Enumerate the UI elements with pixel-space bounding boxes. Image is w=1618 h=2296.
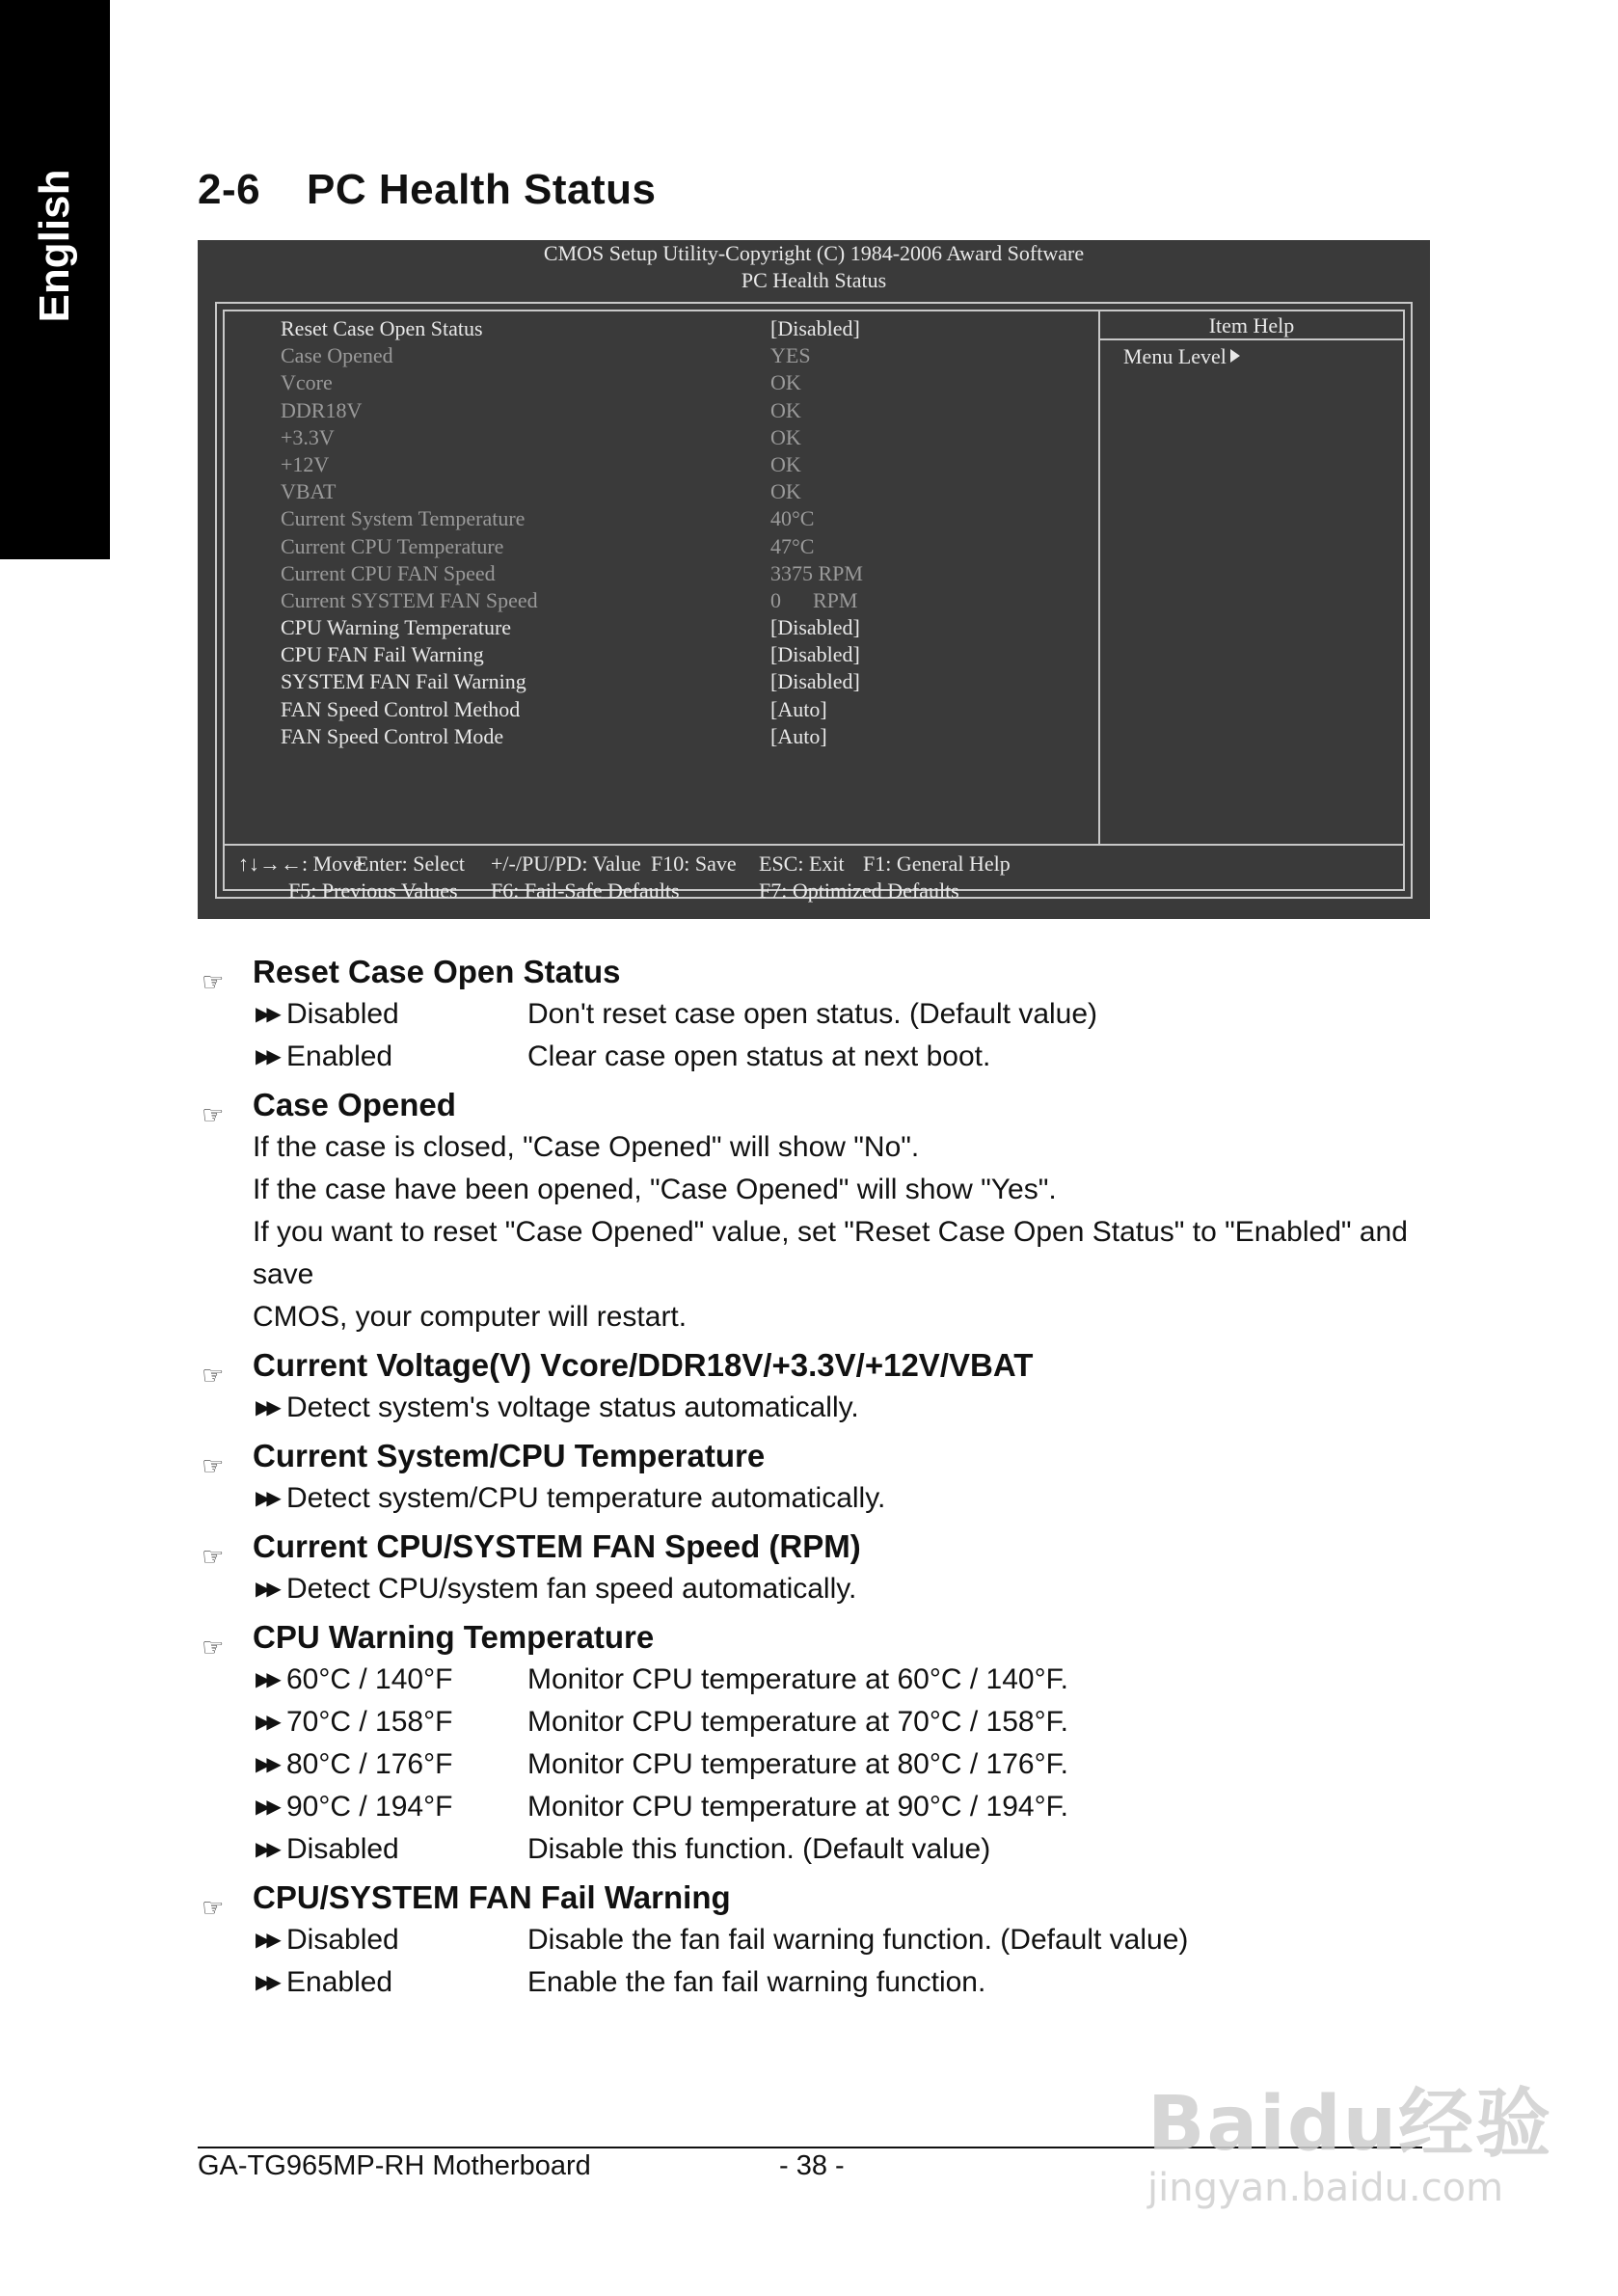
bios-setting-label: Vcore [281, 370, 333, 395]
option-heading-text: CPU/SYSTEM FAN Fail Warning [253, 1879, 731, 1915]
option-description: Clear case open status at next boot. [527, 1040, 991, 1072]
bios-setting-value: [Auto] [770, 696, 827, 721]
option-heading-text: CPU Warning Temperature [253, 1619, 655, 1655]
bios-setting-label: Current CPU FAN Speed [281, 560, 496, 585]
option-heading [198, 1877, 1442, 1922]
option-description: Monitor CPU temperature at 60°C / 140°F. [527, 1663, 1068, 1695]
option-description: Monitor CPU temperature at 90°C / 194°F. [527, 1791, 1068, 1823]
option-item [198, 993, 1442, 1036]
bios-setting-label: +3.3V [281, 424, 335, 449]
double-arrow-icon: ▶▶ [256, 1669, 278, 1690]
option-value: Detect system/CPU temperature automatically. [286, 1482, 886, 1514]
language-tab [0, 0, 110, 559]
section-number: 2-6 [198, 166, 261, 213]
description-body [198, 945, 1442, 2004]
double-arrow-icon: ▶▶ [256, 1004, 278, 1025]
option-description: Monitor CPU temperature at 80°C / 176°F. [527, 1748, 1068, 1780]
key-failsafe: F6: Fail-Safe Defaults [491, 878, 680, 903]
option-heading [198, 1616, 1442, 1659]
option-item [198, 1743, 1442, 1786]
bios-setting-label: CPU FAN Fail Warning [281, 642, 484, 667]
double-arrow-icon: ▶▶ [256, 1972, 278, 1993]
bios-screenshot [198, 240, 1430, 919]
bios-setting-row [225, 397, 1098, 424]
option-item [198, 1659, 1442, 1701]
option-value: Detect CPU/system fan speed automatically. [286, 1573, 857, 1605]
bios-setting-row[interactable] [225, 696, 1098, 723]
triangle-right-icon [1230, 349, 1240, 363]
bios-vertical-divider [1098, 311, 1100, 844]
bios-setting-value: OK [770, 424, 801, 449]
language-tab-label: English [31, 169, 78, 323]
option-value: Disabled [286, 1924, 399, 1956]
bios-setting-label: Case Opened [281, 343, 393, 368]
option-description: Disable the fan fail warning function. (Default value) [527, 1924, 1189, 1956]
option-value: Detect system's voltage status automatically. [286, 1391, 859, 1423]
bios-setting-row [225, 533, 1098, 560]
double-arrow-icon: ▶▶ [256, 1397, 278, 1418]
bios-setting-label: Reset Case Open Status [281, 316, 483, 340]
option-heading-text: Current System/CPU Temperature [253, 1438, 766, 1473]
bios-setting-row[interactable] [225, 723, 1098, 750]
double-arrow-icon: ▶▶ [256, 1796, 278, 1818]
bios-copyright: CMOS Setup Utility-Copyright (C) 1984-2006 Award Software [543, 241, 1085, 265]
key-enter: Enter: Select [356, 851, 466, 876]
option-heading-text: Case Opened [253, 1087, 456, 1122]
option-heading [198, 1435, 1442, 1480]
bios-setting-row [225, 478, 1098, 505]
bios-setting-value: OK [770, 370, 801, 395]
pointing-hand-icon: ☞ [202, 967, 225, 996]
double-arrow-icon: ▶▶ [256, 1930, 278, 1951]
bios-setting-value: OK [770, 451, 801, 476]
option-value: 70°C / 158°F [286, 1706, 453, 1738]
section-title-text: PC Health Status [307, 166, 657, 213]
option-heading [198, 951, 1442, 996]
watermark [1147, 2064, 1552, 2210]
double-arrow-icon: ▶▶ [256, 1839, 278, 1860]
bios-setting-value: [Disabled] [770, 642, 860, 667]
key-previous: F5: Previous Values [288, 878, 458, 903]
option-heading [198, 1084, 1442, 1129]
double-arrow-icon: ▶▶ [256, 1579, 278, 1600]
bios-setting-value: [Auto] [770, 723, 827, 748]
bios-setting-row[interactable] [225, 668, 1098, 695]
key-help: F1: General Help [863, 851, 1011, 876]
menu-level-label: Menu Level [1123, 344, 1227, 368]
option-value: 80°C / 176°F [286, 1748, 453, 1780]
bios-header [198, 240, 1430, 294]
bios-setting-value: [Disabled] [770, 316, 860, 340]
bios-setting-value: OK [770, 397, 801, 422]
description-paragraph: If the case is closed, "Case Opened" will show "No". [253, 1131, 920, 1163]
watermark-logo: Baidu经验 [1147, 2081, 1553, 2168]
bios-settings-list [225, 315, 1098, 750]
bios-setting-label: FAN Speed Control Method [281, 696, 521, 721]
bios-setting-row [225, 342, 1098, 369]
pointing-hand-icon: ☞ [202, 1893, 225, 1922]
bios-setting-value: YES [770, 343, 811, 368]
description-paragraph: CMOS, your computer will restart. [253, 1301, 688, 1333]
bios-setting-row [225, 505, 1098, 532]
section-title [198, 166, 657, 214]
option-heading-text: Current Voltage(V) Vcore/DDR18V/+3.3V/+12V/VBAT [253, 1347, 1034, 1383]
bios-setting-row [225, 369, 1098, 396]
bios-setting-label: FAN Speed Control Mode [281, 723, 504, 748]
bios-setting-label: CPU Warning Temperature [281, 615, 512, 640]
bios-setting-value: OK [770, 479, 801, 504]
double-arrow-icon: ▶▶ [256, 1754, 278, 1775]
option-item [198, 1477, 1442, 1520]
bios-setting-row[interactable] [225, 614, 1098, 641]
pointing-hand-icon: ☞ [202, 1361, 225, 1390]
bios-horizontal-divider [225, 844, 1403, 846]
menu-level [1123, 344, 1240, 369]
option-value: 60°C / 140°F [286, 1663, 453, 1695]
item-help-title: Item Help [1100, 311, 1403, 340]
description-paragraph: If the case have been opened, "Case Opened" will show "Yes". [253, 1174, 1057, 1205]
option-heading [198, 1344, 1442, 1390]
key-exit: ESC: Exit [759, 851, 845, 876]
bios-frame [215, 302, 1413, 903]
option-description: Disable this function. (Default value) [527, 1833, 991, 1865]
bios-setting-row [225, 560, 1098, 587]
bios-setting-row[interactable] [225, 315, 1098, 342]
bios-setting-value: 40°C [770, 506, 815, 531]
bios-setting-value: 47°C [770, 533, 815, 558]
option-heading-text: Current CPU/SYSTEM FAN Speed (RPM) [253, 1528, 861, 1564]
page-number: - 38 - [779, 2150, 845, 2181]
bios-setting-label: Current CPU Temperature [281, 533, 504, 558]
option-heading-text: Reset Case Open Status [253, 954, 621, 989]
option-item [198, 1828, 1442, 1871]
pointing-hand-icon: ☞ [202, 1633, 225, 1661]
option-heading [198, 1526, 1442, 1571]
bios-inner-frame [223, 310, 1405, 903]
watermark-url: jingyan.baidu.com [1147, 2166, 1504, 2210]
option-description: Enable the fan fail warning function. [527, 1966, 986, 1998]
bios-setting-row [225, 451, 1098, 478]
pointing-hand-icon: ☞ [202, 1451, 225, 1480]
bios-screen-title: PC Health Status [741, 268, 887, 292]
double-arrow-icon: ▶▶ [256, 1488, 278, 1509]
key-move: ↑↓→←: Move [238, 851, 363, 876]
option-item [198, 1961, 1442, 2004]
bios-setting-row [225, 587, 1098, 614]
key-optimized: F7: Optimized Defaults [759, 878, 959, 903]
bios-setting-value: [Disabled] [770, 669, 860, 694]
option-description: Don't reset case open status. (Default value) [527, 998, 1098, 1030]
option-value: Enabled [286, 1040, 393, 1072]
key-value: +/-/PU/PD: Value [491, 851, 641, 876]
option-item [198, 1701, 1442, 1743]
bios-setting-label: Current SYSTEM FAN Speed [281, 587, 538, 612]
bios-setting-label: DDR18V [281, 397, 363, 422]
option-description: Monitor CPU temperature at 70°C / 158°F. [527, 1706, 1068, 1738]
pointing-hand-icon: ☞ [202, 1100, 225, 1129]
option-value: Disabled [286, 998, 399, 1030]
footer-model: GA-TG965MP-RH Motherboard [198, 2150, 591, 2181]
option-item [198, 1568, 1442, 1610]
bios-setting-value: 0 RPM [770, 587, 858, 612]
description-paragraph: If you want to reset "Case Opened" value, set "Reset Case Open Status" to "Enabled" and save [253, 1216, 1408, 1290]
option-value: Disabled [286, 1833, 399, 1865]
bios-setting-row [225, 424, 1098, 451]
bios-setting-value: [Disabled] [770, 615, 860, 640]
option-item [198, 1036, 1442, 1078]
bios-setting-label: SYSTEM FAN Fail Warning [281, 669, 526, 694]
option-item [198, 1919, 1442, 1961]
double-arrow-icon: ▶▶ [256, 1046, 278, 1067]
option-item [198, 1387, 1442, 1429]
option-value: Enabled [286, 1966, 393, 1998]
option-value: 90°C / 194°F [286, 1791, 453, 1823]
key-save: F10: Save [651, 851, 737, 876]
bios-setting-row[interactable] [225, 641, 1098, 668]
option-item [198, 1786, 1442, 1828]
bios-setting-label: Current System Temperature [281, 506, 526, 531]
bios-setting-value: 3375 RPM [770, 560, 863, 585]
double-arrow-icon: ▶▶ [256, 1712, 278, 1733]
bios-setting-label: +12V [281, 451, 330, 476]
bios-setting-label: VBAT [281, 479, 337, 504]
pointing-hand-icon: ☞ [202, 1542, 225, 1571]
